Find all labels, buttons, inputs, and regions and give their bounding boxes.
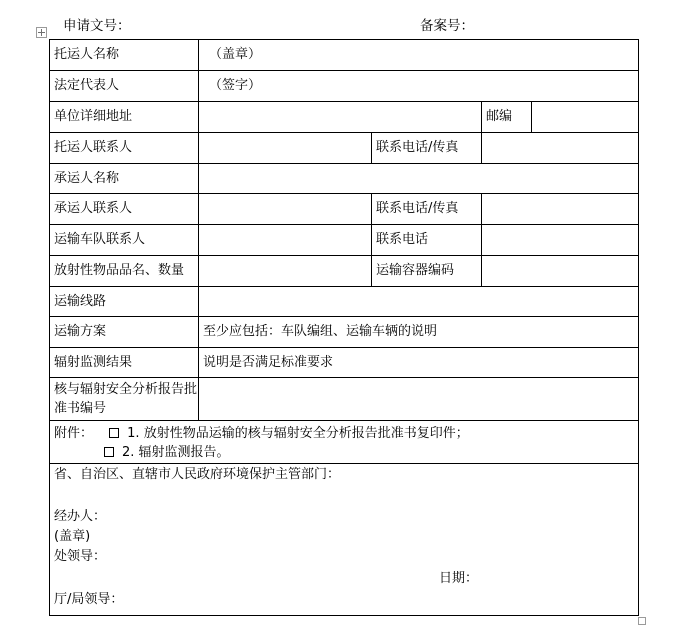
application-no-label: 申请文号： <box>63 18 131 34</box>
address-label: 单位详细地址 <box>50 102 199 133</box>
row-approval <box>50 464 639 616</box>
fleet-phone-field[interactable] <box>482 225 639 256</box>
row-address <box>50 102 639 133</box>
approval-department: 省、自治区、直辖市人民政府环境保护主管部门： <box>54 467 341 482</box>
fleet-contact-field[interactable] <box>199 225 372 256</box>
carrier-contact-field[interactable] <box>199 194 372 225</box>
handler-label: 经办人： <box>54 509 107 524</box>
address-field[interactable] <box>199 102 482 133</box>
shipper-name-field[interactable]: （盖章） <box>199 40 639 71</box>
row-legal-rep <box>50 71 639 102</box>
shipper-phone-label: 联系电话/传真 <box>372 133 482 164</box>
monitoring-label: 辐射监测结果 <box>50 348 199 378</box>
application-form-table <box>49 39 639 616</box>
row-report-no <box>50 378 639 421</box>
seal-label: (盖章) <box>54 529 91 544</box>
row-carrier-name <box>50 164 639 194</box>
row-attachments <box>50 421 639 464</box>
row-shipper-name <box>50 40 639 71</box>
shipper-contact-label: 托运人联系人 <box>50 133 199 164</box>
table-move-handle-icon[interactable] <box>36 27 47 38</box>
carrier-phone-label: 联系电话/传真 <box>372 194 482 225</box>
row-plan <box>50 317 639 348</box>
container-code-label: 运输容器编码 <box>372 256 482 287</box>
row-shipper-contact <box>50 133 639 164</box>
route-label: 运输线路 <box>50 287 199 317</box>
shipper-contact-field[interactable] <box>199 133 372 164</box>
row-carrier-contact <box>50 194 639 225</box>
item-label: 放射性物品品名、数量 <box>50 256 199 287</box>
bureau-leader-label: 厅/局领导： <box>54 592 124 607</box>
row-route <box>50 287 639 317</box>
attachment-1-checkbox[interactable] <box>109 428 119 438</box>
carrier-phone-field[interactable] <box>482 194 639 225</box>
row-item <box>50 256 639 287</box>
report-no-label: 核与辐射安全分析报告批准书编号 <box>50 378 199 421</box>
carrier-contact-label: 承运人联系人 <box>50 194 199 225</box>
date-label: 日期： <box>439 571 479 586</box>
shipper-phone-field[interactable] <box>482 133 639 164</box>
route-field[interactable] <box>199 287 639 317</box>
filing-no-label: 备案号： <box>420 18 474 34</box>
approval-cell <box>50 464 639 616</box>
shipper-name-label: 托运人名称 <box>50 40 199 71</box>
carrier-name-label: 承运人名称 <box>50 164 199 194</box>
container-code-field[interactable] <box>482 256 639 287</box>
attachment-2-label: 2. 辐射监测报告。 <box>122 445 230 460</box>
row-fleet-contact <box>50 225 639 256</box>
plan-field[interactable]: 至少应包括：车队编组、运输车辆的说明 <box>199 317 639 348</box>
item-field[interactable] <box>199 256 372 287</box>
fleet-phone-label: 联系电话 <box>372 225 482 256</box>
legal-rep-field[interactable]: （签字） <box>199 71 639 102</box>
monitoring-field[interactable]: 说明是否满足标准要求 <box>199 348 639 378</box>
report-no-field[interactable] <box>199 378 639 421</box>
legal-rep-label: 法定代表人 <box>50 71 199 102</box>
row-monitoring <box>50 348 639 378</box>
postcode-label: 邮编 <box>482 102 532 133</box>
carrier-name-field[interactable] <box>199 164 639 194</box>
division-leader-label: 处领导： <box>54 549 107 564</box>
fleet-contact-label: 运输车队联系人 <box>50 225 199 256</box>
attachment-2-checkbox[interactable] <box>104 447 114 457</box>
attachments-cell <box>50 421 639 464</box>
attachment-1-label: 1. 放射性物品运输的核与辐射安全分析报告批准书复印件； <box>127 426 469 441</box>
attachments-label: 附件： <box>54 426 94 441</box>
plan-label: 运输方案 <box>50 317 199 348</box>
table-resize-handle-icon[interactable] <box>638 617 646 625</box>
postcode-field[interactable] <box>532 102 639 133</box>
